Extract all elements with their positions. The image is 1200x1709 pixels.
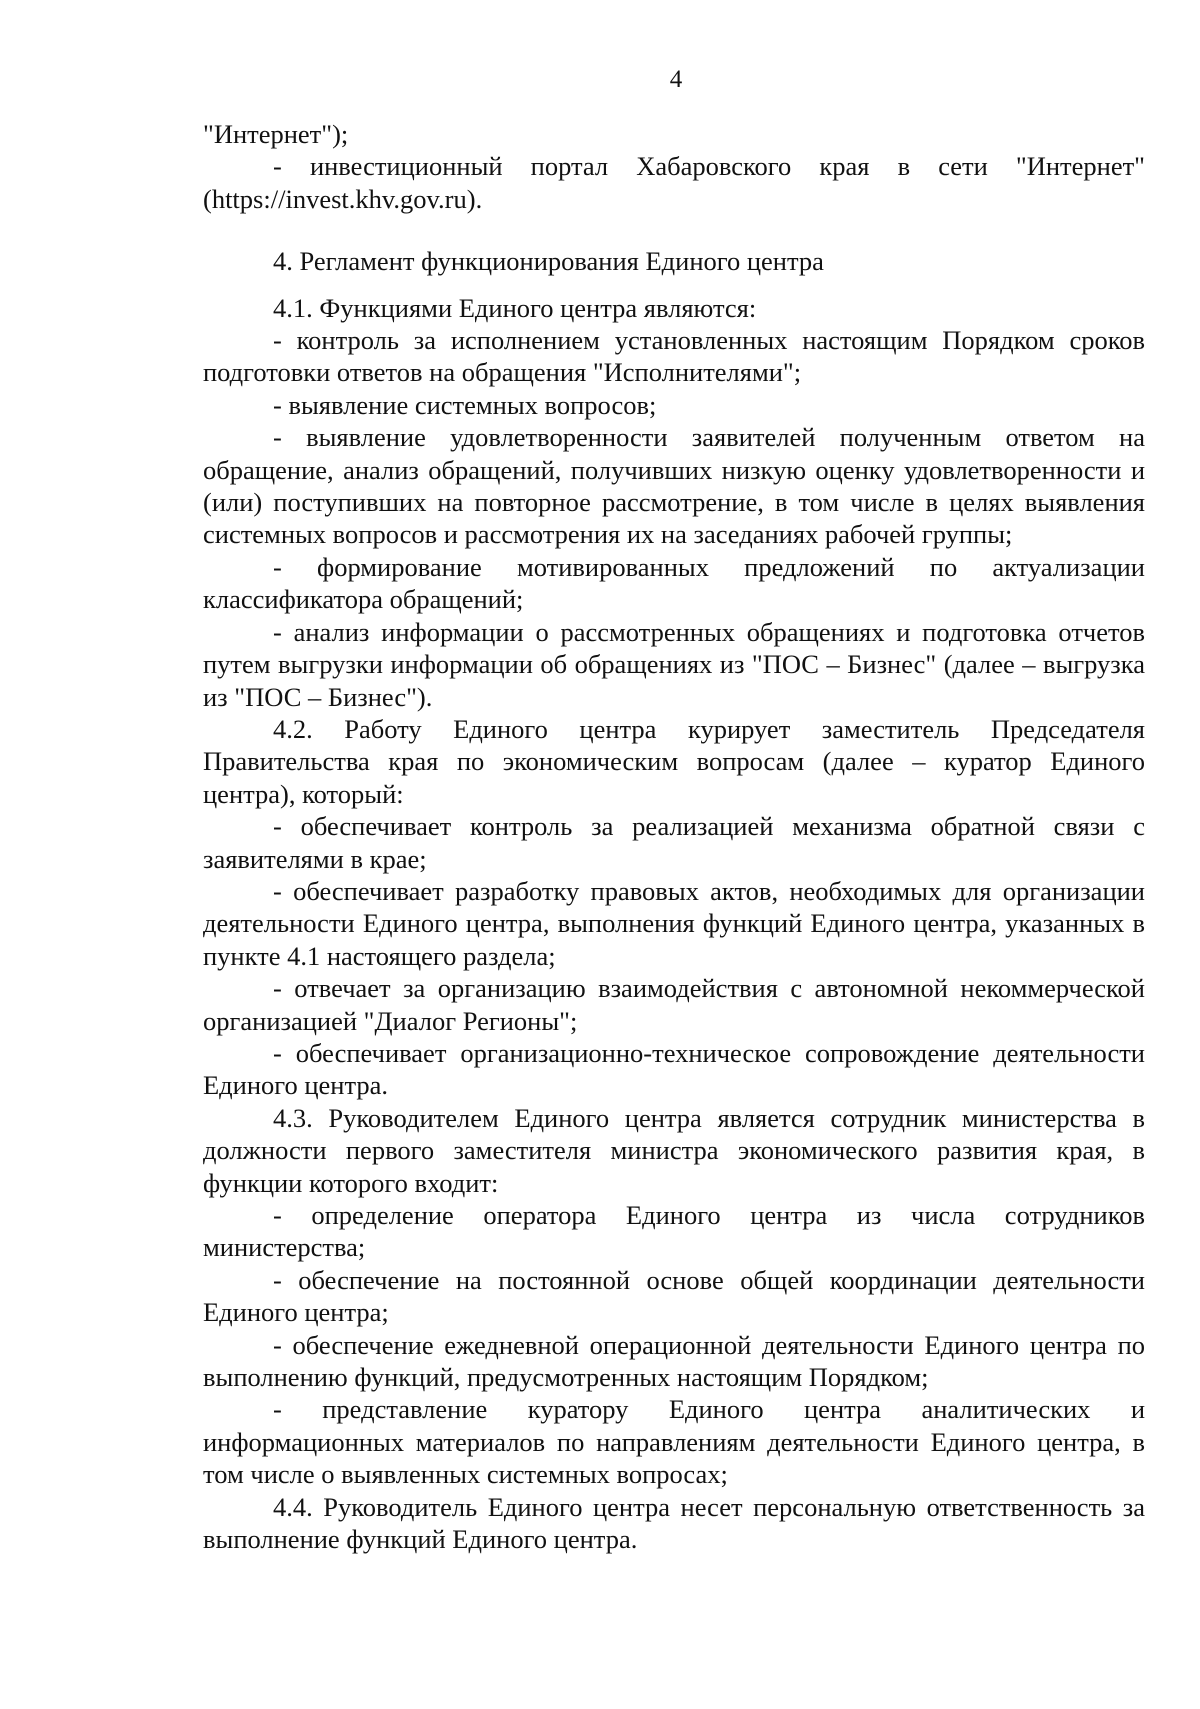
list-item-control: - контроль за исполнением установленных настоящим Порядком сроков подготовки ответов на обращения "Исполнителями";: [203, 325, 1145, 388]
list-item-satisfaction: - выявление удовлетворенности заявителей полученным ответом на обращение, анализ обращений, получивших низкую оценку удовлетворенности и (или) поступивших на повторное рассмотрение, в том числе в целях выявления системных вопросов и рассмотрения их на заседаниях рабочей группы;: [203, 422, 1145, 550]
paragraph-internet-continuation: "Интернет");: [203, 119, 349, 149]
page-number: 4: [669, 66, 683, 93]
paragraph-4-2: 4.2. Работу Единого центра курирует заместитель Председателя Правительства края по экономическим вопросам (далее – куратор Единого центра), который:: [203, 713, 1145, 809]
list-item-technical-support: - обеспечивает организационно-техническое сопровождение деятельности Единого центра.: [203, 1037, 1145, 1101]
section-heading-4: 4. Регламент функционирования Единого центра: [273, 246, 824, 277]
paragraph-4-1: 4.1. Функциями Единого центра являются:: [273, 292, 757, 323]
list-item-operator: - определение оператора Единого центра из числа сотрудников министерства;: [203, 1200, 1145, 1263]
paragraph-4-3: 4.3. Руководителем Единого центра является сотрудник министерства в должности первого заместителя министра экономического развития края, в функции которого входит:: [203, 1102, 1145, 1198]
document-body: [203, 118, 1145, 1555]
list-item-dialog-regions: - отвечает за организацию взаимодействия с автономной некоммерческой организацией "Диалог Регионы";: [203, 973, 1145, 1036]
paragraph-invest-portal: - инвестиционный портал Хабаровского края в сети "Интернет" (https://invest.khv.gov.ru).: [203, 151, 1145, 214]
list-item-coordination: - обеспечение на постоянной основе общей координации деятельности Единого центра;: [203, 1264, 1145, 1328]
list-item-daily-operations: - обеспечение ежедневной операционной деятельности Единого центра по выполнению функций, предусмотренных настоящим Порядком;: [203, 1329, 1145, 1393]
list-item-analysis: - анализ информации о рассмотренных обращениях и подготовка отчетов путем выгрузки информации об обращениях из "ПОС – Бизнес" (далее – выгрузка из "ПОС – Бизнес").: [203, 616, 1145, 712]
list-item-feedback-control: - обеспечивает контроль за реализацией механизма обратной связи с заявителями в крае;: [203, 811, 1145, 874]
list-item-system-issues: - выявление системных вопросов;: [273, 389, 657, 420]
list-item-legal-acts: - обеспечивает разработку правовых актов, необходимых для организации деятельности Единого центра, выполнения функций Единого центра, указанных в пункте 4.1 настоящего раздела;: [203, 875, 1145, 971]
list-item-reporting: - представление куратору Единого центра аналитических и информационных материалов по направлениям деятельности Единого центра, в том числе о выявленных системных вопросах;: [203, 1394, 1145, 1490]
paragraph-4-4: 4.4. Руководитель Единого центра несет персональную ответственность за выполнение функций Единого центра.: [203, 1491, 1145, 1555]
list-item-proposals: - формирование мотивированных предложений по актуализации классификатора обращений;: [203, 551, 1145, 615]
